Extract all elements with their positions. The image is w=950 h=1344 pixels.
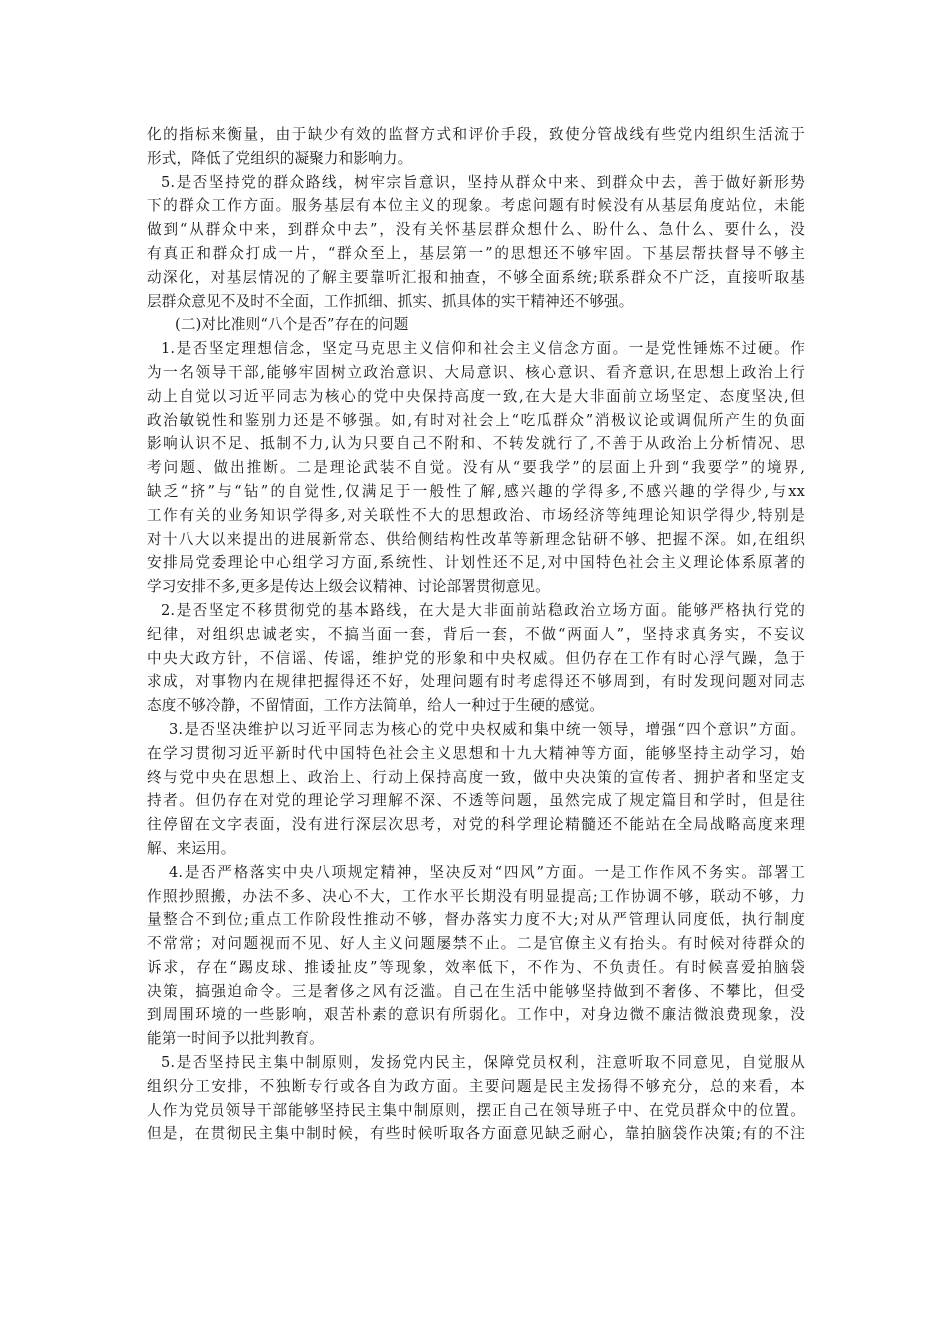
paragraph-first-line: 4.是否严格落实中央八项规定精神，坚决反对“四风”方面。一是工作作风不务实。部署工 [169, 863, 805, 881]
body-line: 下的群众工作方面。服务基层有本位主义的现象。考虑问题有时候没有从基层角度站位，未能 [147, 197, 805, 215]
document-page [147, 123, 805, 1146]
paragraph-first-line: 2.是否坚定不移贯彻党的基本路线，在大是大非面前站稳政治立场方面。能够严格执行党的 [161, 601, 805, 619]
body-line: 持者。但仍存在对党的理论学习理解不深、不透等问题，虽然完成了规定篇目和学时，但是往 [147, 792, 805, 810]
body-line: 组织分工安排，不独断专行或各自为政方面。主要问题是民主发扬得不够充分，总的来看，本 [147, 1077, 805, 1095]
body-line: 缺乏“挤”与“钻”的自觉性,仅满足于一般性了解,感兴趣的学得多,不感兴趣的学得少,与xx [147, 482, 805, 500]
body-line: 不常常；对问题视而不见、好人主义问题屡禁不止。二是官僚主义有抬头。有时候对待群众的 [147, 935, 805, 953]
paragraph-first-line: 5.是否坚持党的群众路线，树牢宗旨意识，坚持从群众中来、到群众中去，善于做好新形势 [161, 173, 805, 191]
paragraph-first-line: 5.是否坚持民主集中制原则，发扬党内民主，保障党员权利，注意听取不同意见，自觉服从 [161, 1054, 805, 1072]
body-line: 层群众意见不及时不全面，工作抓细、抓实、抓具体的实干精神还不够强。 [147, 292, 634, 310]
body-line: 形式，降低了党组织的凝聚力和影响力。 [147, 149, 413, 167]
body-line: 做到“从群众中来，到群众中去”，没有关怀基层群众想什么、盼什么、急什么、要什么，没 [147, 221, 805, 239]
paragraph-first-line: 3.是否坚决维护以习近平同志为核心的党中央权威和集中统一领导，增强“四个意识”方面。 [169, 720, 805, 738]
body-line: 但是，在贯彻民主集中制时候，有些时候听取各方面意见缺乏耐心，靠拍脑袋作决策;有的不注 [147, 1125, 805, 1143]
body-line: 决策，搞强迫命令。三是奢侈之风有泛滥。自己在生活中能够坚持做到不奢侈、不攀比，但受 [147, 982, 805, 1000]
body-line: 人作为党员领导干部能够坚持民主集中制原则，摆正自己在领导班子中、在党员群众中的位置。 [147, 1101, 805, 1119]
body-line: 动上自觉以习近平同志为核心的党中央保持高度一致,在大是大非面前立场坚定、态度坚决,但 [147, 387, 805, 405]
body-line: 政治敏锐性和鉴别力还是不够强。如,有时对社会上“吃瓜群众”消极议论或调侃所产生的负面 [147, 411, 805, 429]
body-line: 中央大政方针，不信谣、传谣，维护党的形象和中央权威。但仍存在工作有时心浮气躁，急于 [147, 649, 805, 667]
body-line: 工作有关的业务知识学得多,对关联性不大的思想政治、市场经济等纯理论知识学得少,特别是 [147, 506, 805, 524]
body-line: 考问题、做出推断。二是理论武装不自觉。没有从“要我学”的层面上升到“我要学”的境界, [147, 459, 805, 477]
body-line: 影响认识不足、抵制不力,认为只要自己不附和、不转发就行了,不善于从政治上分析情况、思 [147, 435, 805, 453]
body-line: 诉求，存在“踢皮球、推诿扯皮”等现象，效率低下，不作为、不负责任。有时候喜爱拍脑袋 [147, 958, 805, 976]
body-line: 解、来运用。 [147, 839, 236, 857]
body-line: 安排局党委理论中心组学习方面,系统性、计划性还不足,对中国特色社会主义理论体系原著的 [147, 554, 805, 572]
body-line: 化的指标来衡量，由于缺少有效的监督方式和评价手段，致使分管战线有些党内组织生活流于 [147, 126, 805, 143]
body-line: 有真正和群众打成一片，“群众至上，基层第一”的思想还不够牢固。下基层帮扶督导不够主 [147, 244, 805, 262]
section-heading: (二)对比准则“八个是否”存在的问题 [175, 316, 409, 334]
body-line: 能第一时间予以批判教育。 [147, 1030, 324, 1048]
body-line: 动深化，对基层情况的了解主要靠听汇报和抽查，不够全面系统;联系群众不广泛，直接听取基 [147, 268, 805, 286]
body-line: 为一名领导干部,能够牢固树立政治意识、大局意识、核心意识、看齐意识,在思想上政治上行 [147, 363, 805, 381]
body-line: 纪律，对组织忠诚老实，不搞当面一套，背后一套，不做“两面人”，坚持求真务实，不妄议 [147, 625, 805, 643]
body-line: 对十八大以来提出的进展新常态、供给侧结构性改革等新理念钻研不够、把握不深。如,在组织 [147, 530, 805, 548]
body-line: 作照抄照搬，办法不多、决心不大，工作水平长期没有明显提高;工作协调不够，联动不够，力 [147, 887, 805, 905]
body-line: 终与党中央在思想上、政治上、行动上保持高度一致，做中央决策的宣传者、拥护者和坚定支 [147, 768, 805, 786]
body-line: 态度不够冷静，不留情面，工作方法简单，给人一种过于生硬的感觉。 [147, 697, 605, 715]
paragraph-first-line: 1.是否坚定理想信念，坚定马克思主义信仰和社会主义信念方面。一是党性锤炼不过硬。作 [161, 340, 805, 358]
body-line: 到周围环境的一些影响，艰苦朴素的意识有所弱化。工作中，对身边微不廉洁微浪费现象，没 [147, 1006, 805, 1024]
body-line: 在学习贯彻习近平新时代中国特色社会主义思想和十九大精神等方面，能够坚持主动学习，始 [147, 744, 805, 762]
body-line: 往停留在文字表面，没有进行深层次思考，对党的科学理论精髓还不能站在全局战略高度来理 [147, 816, 805, 834]
body-line: 求成，对事物内在规律把握得还不好，处理问题有时考虑得还不够周到，有时发现问题对同志 [147, 673, 805, 691]
body-line: 量整合不到位;重点工作阶段性推动不够，督办落实力度不大;对从严管理认同度低，执行制度 [147, 911, 805, 929]
body-line: 学习安排不多,更多是传达上级会议精神、讨论部署贯彻意见。 [147, 578, 550, 596]
